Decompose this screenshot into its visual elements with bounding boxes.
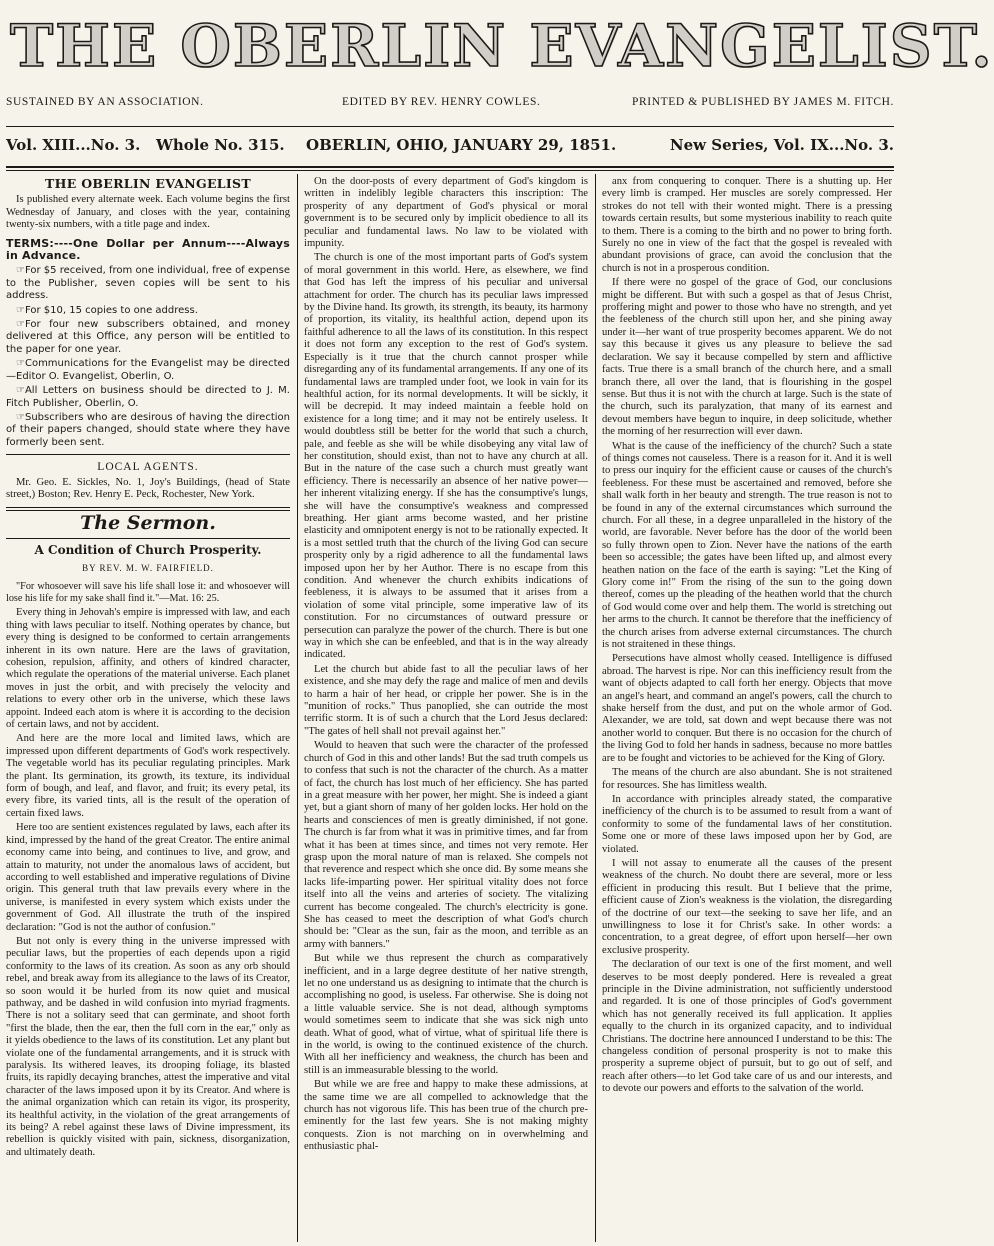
volume-number: Vol. XIII...No. 3. [6,136,141,154]
sermon-section-heading: The Sermon. [80,512,216,535]
terms-item: ☞All Letters on business should be directed to J. M. Fitch Publisher, Oberlin, O. [6,385,290,409]
credit-row [6,96,894,112]
body-paragraph: Let the church but abide fast to all the peculiar laws of her existence, and she may defy the rage and malice of men and devils to harm a hair of her head, or cripple her power. She is in the "munition of rocks." Thus panoplied, she can outride the most terrific storm. It is of such a church that the Lord Jesus declared: "The gates of hell shall not prevail against her." [304,663,588,737]
body-paragraph: But not only is every thing in the universe impressed with peculiar laws, but the properties of each depends upon a rigid conformity to the laws of its creation. As soon as any orb should rebel, and break away from its allegiance to the laws of its Creator, so soon would it be hurled from its now quiet and musical pathway, and be dashed in wild confusion into myriad fragments. There is not a solitary seed that can germinate, and shoot forth "first the blade, then the ear, then the full corn in the ear," only as it yields obedience to the laws of its constitution. Let any plant but violate one of the fundamental arrangements, and it is struck with paralysis. Its withered leaves, its drooping foliage, its blasted fruits, its rapidly decaying branches, attest the imperative and vital character of the laws imposed upon it by its Creator. And where is the animal organization which can retain its vigor, its prosperity, its healthful activity, in the violation of the great arrangements of its being? A rebel against these laws of Divine impressment, its rebellion is quickly visited with pain, sickness, disorganization, and ultimately death. [6,935,290,1158]
printer-credit: PRINTED & PUBLISHED BY JAMES M. FITCH. [632,96,894,108]
terms-heading: TERMS:----One Dollar per Annum----Always in Advance. [6,236,290,263]
local-agents-text: Mr. Geo. E. Sickles, No. 1, Joy's Buildings, (head of State street,) Boston; Rev. Henry E. Peck, Rochester, New York. [6,476,290,500]
body-paragraph: The declaration of our text is one of the first moment, and well deserves to be most deeply pondered. Here is revealed a great principle in the Divine administration, not sufficiently understood and regarded. It is one of those principles of God's government which has not generally received its full application. It applies equally to the church in its organized capacity, and to individual Christians. The doctrine here announced I understand to be this: The changeless condition of personal prosperity is not to make this prosperity a supreme object of pursuit, but to go out of self, and reach after others—to let God take care of us and our interests, and to devote our powers and efforts to the salvation of the world. [602,959,892,1095]
masthead-rule [6,126,894,127]
body-paragraph: But while we are free and happy to make these admissions, at the same time we are all compelled to acknowledge that the church has not vigorous life. This has been true of the church pre-eminently for the last few years. She is not making mighty conquests. Zion is not marching on in overwhelming and enthusiastic phal- [304,1079,588,1153]
terms-item: ☞For $10, 15 copies to one address. [16,304,198,316]
section-rule [6,538,290,539]
terms-item: ☞For $5 received, from one individual, free of expense to the Publisher, seven copies will be sent to his address. [6,265,290,302]
sermon-title: A Condition of Church Prosperity. [34,542,262,557]
column-divider-1 [297,174,298,1242]
body-paragraph: I will not assay to enumerate all the causes of the present weakness of the church. No doubt there are several, more or less efficient in producing this result. But I believe that the prime, efficient cause of Zion's weakness is the violation, the disregarding of the doctrine of our text—the seeking to save her life, and an unwillingness to lose it for Christ's sake. In other words: a concentration, to a great degree, of effort upon herself—her own exclusive prosperity. [602,857,892,956]
section-rule [6,454,290,455]
series-number: New Series, Vol. IX...No. 3. [669,136,894,154]
sustained-credit: SUSTAINED BY AN ASSOCIATION. [6,96,204,108]
body-paragraph: But while we thus represent the church as comparatively inefficient, and in a large degree destitute of her native strength, let no one understand us as designing to intimate that the church is accomplishing no good, is useless. Far otherwise. She is doing not a little valuable service. She is not dead, although symptoms would sometimes seem to indicate that she was sick nigh unto death. What of good, what of virtue, what of spiritual life there is in the world, is owing to the continued existence of the church. With all her inefficiency and weakness, the church has been and still is an immeasurable blessing to the world. [304,953,588,1076]
body-paragraph: Would to heaven that such were the character of the professed church of God in this and other lands! But the sad truth compels us to confess that such is not the character of the church. As a matter of fact, the church has lost much of her efficiency. She has parted in a great measure with her power, her might. She is indeed a giant yet, but a giant shorn of many of her golden locks. Her hold on the hearts and consciences of men is greatly diminished, if not gone. The church is far from what it was in primitive times, and far from what it has been at times since, and times not very remote. Her grasp upon the moral nature of man is relaxed. She compels not that reverence and respect which she once did. By some means she lacks life-imparting power. Her spiritual vitality does not force itself into all the veins and arteries of society. The vitalizing current has become congealed. The church's electricity is gone. She has ceased to meet the description of what God's church should be: "Clear as the sun, fair as the moon, and terrible as an army with banners." [304,740,588,950]
column-2 [304,176,588,1240]
body-paragraph: On the door-posts of every department of God's kingdom is written in indelibly legible characters this inscription: The prosperity of any department of God's physical or moral government is to be secured only by implicit obedience to all its peculiar and fundamental laws. No law to be violated with impunity. [304,176,588,250]
dateline: OBERLIN, OHIO, JANUARY 29, 1851. [306,136,617,154]
body-paragraph: What is the cause of the inefficiency of the church? Such a state of things comes not causeless. There is a reason for it. And it is well to press our inquiry for the efficient cause or causes of the church's feebleness. For these must be ascertained and removed, before she shall walk forth in her beauty and strength. The true reason is not to be found in any of the external circumstances which surround the church. For all these, in a degree unparalleled in the history of the world, are favorable. Never before has the door of the world been so fully thrown open to Zion. Never have the nations of the earth been so accessible; the gates have been lifted up, and almost every heathen nation on the face of the earth is saying: "Let the King of Glory come in!" From the rising of the sun to the going down thereof, comes up the pleading of the heathen world that the church of God would come over and help them. The world is stretching out her arms to the church. It cannot be therefore that the inefficiency of the church arises from adverse external circumstances. The church is not straitened in these things. [602,440,892,651]
body-paragraph: anx from conquering to conquer. There is a shutting up. Her every limb is cramped. Her muscles are sorely compressed. Her strokes do not tell with their wonted might. There is a pressing towards certain results, but some mysterious inability to reach quite to them. There is a coming to the birth and no power to bring forth. Surely no one in view of the fact that the gospel is revealed with abundant provisions of grace, can avoid the conclusion that the church is not in a prosperous condition. [602,176,892,274]
column-divider-2 [595,174,596,1242]
body-paragraph: The church is one of the most important parts of God's system of moral government in this world. Here, as elsewhere, we find that God has left the impress of his peculiar and universal attachment for order. The church has its peculiar laws impressed by the Divine hand. Its growth, its strength, its beauty, its harmony of proportion, its vitality, its healthful action, depend upon its faithful adherence to all the laws of its constitution. In this respect it does not form any exception to the rest of God's system. Especially is it true that the church cannot prosper while disregarding any of its fundamental arrangements. If any one of its fundamental laws are trampled under foot, we look in vain for its healthful action, for its normal developments. It will be sickly, it will be decrepid. It may indeed maintain a feeble hold on existence for a long time; and it may not be entirely useless. It would doubtless still be better for the world that such a church, pale, and feeble as she will be while disobeying any vital law of her constitution, should exist, than not to have any church at all. But in the nature of the case such a church must greatly want efficiency. There is necessarily an absence of her native power—her inherent vitalizing energy. If she has the consumptive's lungs, she will have the consumptive's weakness and compressed breathing. Her giant arms become wasted, and her pristine elasticity and omnipotent energy is not to be rationally expected. It is a most settled truth that the church of the living God can secure prosperity only by a rigid adherence to all the fundamental laws imposed upon her by her Author. There is no escape from this condition. And whenever the church exhibits indications of feebleness, it is always to be assumed that it arises from a violation of some vital principle, some imperative law of its constitution. For no circumstances of outward pressure or persecution can paralyze the power of the church. There is but one way in which she can be enfeebled, and that is in the way already indicated. [304,252,588,661]
body-paragraph: Here too are sentient existences regulated by laws, each after its kind, impressed by the hand of the great Creator. The entire animal economy came into being, and continues to live, and grow, and attain to maturity, not under the anomalous laws of accident, but according to well established and imperative regulations of Divine origin. This general truth that law prevails every where in the universe, is manifested in every system which exists under the government of God. All illustrate the truth of the inspired declaration: "God is not the author of confusion." [6,822,290,933]
local-agents-heading: LOCAL AGENTS. [97,461,199,474]
body-paragraph: Every thing in Jehovah's empire is impressed with law, and each thing with laws peculiar to itself. Nothing operates by chance, but every thing is designed to be conformed to certain arrangements inherent in its own nature. Here are the laws of gravitation, cohesion, repulsion, affinity, and others of kindred character, which regulate the operations of the material universe. Each planet moves in just the orbit, and with precisely the velocity and relations to every other orb in the universe, which these laws appoint. Indeed each atom is where it is according to the decision of certain laws, and not by accident. [6,607,290,731]
sermon-byline: BY REV. M. W. FAIRFIELD. [82,563,214,574]
body-paragraph: The means of the church are also abundant. She is not straitened for resources. She has limitless wealth. [602,767,892,791]
section-double-rule [6,507,290,511]
column-3 [602,176,892,1240]
publication-notice: Is published every alternate week. Each volume begins the first Wednesday of January, and closes with the year, containing twenty-six numbers, with a title page and index. [6,194,290,231]
terms-item: ☞Communications for the Evangelist may be directed—Editor O. Evangelist, Oberlin, O. [6,358,290,382]
masthead [0,0,994,84]
publication-notice-title: THE OBERLIN EVANGELIST [45,176,251,191]
body-paragraph: And here are the more local and limited laws, which are impressed upon different departments of God's work respectively. The vegetable world has its peculiar regulating principles. Mark the plant. Its germination, its growth, its texture, its individual form of bough, and leaf, and flavor, and fruit; its every petal, its every fibre, its varied tints, all is the result of the operation of certain fixed laws. [6,733,290,819]
issue-rule-bottom [6,170,894,171]
whole-number: Whole No. 315. [156,136,285,154]
body-paragraph: Persecutions have almost wholly ceased. Intelligence is diffused abroad. The harvest is ripe. Nor can this inefficiency result from the want of objects adapted to call forth her energy. Objects that move an angel's heart, and command an angel's powers, call the church to shake herself from the dust, and put on the whole armor of God. Alexander, we are told, sat down and wept because there was not another world to conquer. But there is no occasion for the church of the living God to fold her hands in sadness, because no more battles are to be fought and victories to be achieved for the King of Glory. [602,653,892,764]
terms-item: ☞Subscribers who are desirous of having the direction of their papers changed, should state where they have formerly been sent. [6,411,290,448]
column-1 [6,176,290,1240]
issue-line [6,136,894,158]
body-paragraph: In accordance with principles already stated, the comparative inefficiency of the church is to be assumed to result from a want of conformity to some of the fundamental laws of her constitution. Some one or more of these laws imposed upon her by God, are violated. [602,793,892,855]
newspaper-title: THE OBERLIN EVANGELIST. [10,12,994,80]
editor-credit: EDITED BY REV. HENRY COWLES. [342,96,541,108]
terms-item: ☞For four new subscribers obtained, and money delivered at this Office, any person will be entitled to the paper for one year. [6,319,290,355]
issue-rule-top [6,166,894,168]
sermon-epigraph: "For whosoever will save his life shall lose it: and whosoever will lose his life for my sake shall find it."—Mat. 16: 25. [6,580,290,604]
body-paragraph: If there were no gospel of the grace of God, our conclusions might be different. But with such a gospel as that of Jesus Christ, proffering might and power to those who have no strength, and yet the feebleness of the church still upon her, and she pining away under it—her want of true prosperity becomes apparent. We do not say this because it gives us any pleasure to believe the sad declaration. We say it because compelled by stern and afflictive facts. True there is a small branch of the church here, and a small branch there, all over the land, that is flourishing in the gospel sense. But thus it is not with the church at large. Such is the state of the church, such its paralyzation, that many of its earnest and devout members have begun to inquire, in deep solicitude, whether the morning of her resurrection will ever dawn. [602,277,892,438]
